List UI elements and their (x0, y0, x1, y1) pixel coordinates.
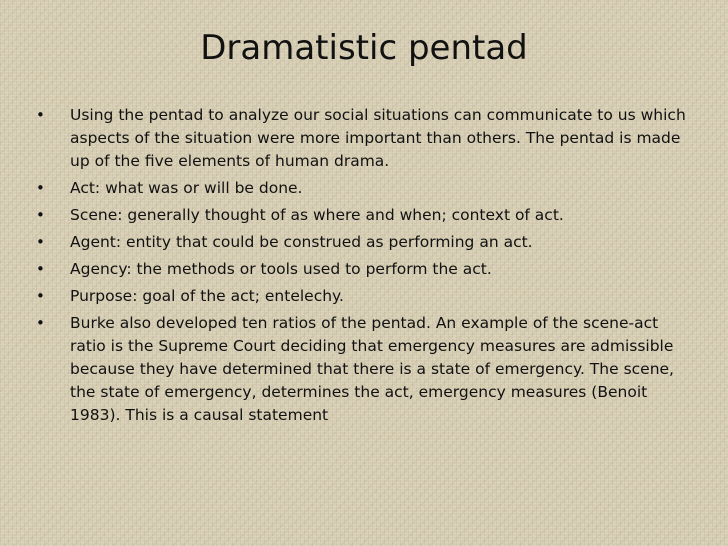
bullet-text: Scene: generally thought of as where and when; context of act. (70, 206, 564, 224)
bullet-text: Agent: entity that could be construed as performing an act. (70, 233, 533, 251)
bullet-icon: • (36, 287, 45, 305)
bullet-item-intro (36, 104, 686, 173)
bullet-item-agency (36, 258, 686, 281)
bullet-item-purpose (36, 285, 686, 308)
bullet-item-scene (36, 204, 686, 227)
bullet-text: Burke also developed ten ratios of the pentad. An example of the scene-act ratio is the Supreme Court deciding that emergency measures are admissible because they have determined that there is a state of emergency. The scene, the state of emergency, determines the act, emergency measures (Benoit 1983). This is a causal statement (70, 314, 674, 424)
bullet-icon: • (36, 106, 45, 124)
bullet-icon: • (36, 206, 45, 224)
slide-title: Dramatistic pentad (200, 28, 528, 68)
bullet-text: Agency: the methods or tools used to perform the act. (70, 260, 492, 278)
bullet-icon: • (36, 314, 45, 332)
bullet-icon: • (36, 260, 45, 278)
bullet-text: Purpose: goal of the act; entelechy. (70, 287, 344, 305)
bullet-text: Using the pentad to analyze our social situations can communicate to us which aspects of the situation were more important than others. The pentad is made up of the five elements of human drama. (70, 106, 686, 170)
bullet-icon: • (36, 179, 45, 197)
bullet-item-ratios (36, 312, 686, 427)
bullet-text: Act: what was or will be done. (70, 179, 303, 197)
bullet-item-act (36, 177, 686, 200)
bullet-item-agent (36, 231, 686, 254)
bullet-icon: • (36, 233, 45, 251)
bullet-list (36, 104, 686, 431)
